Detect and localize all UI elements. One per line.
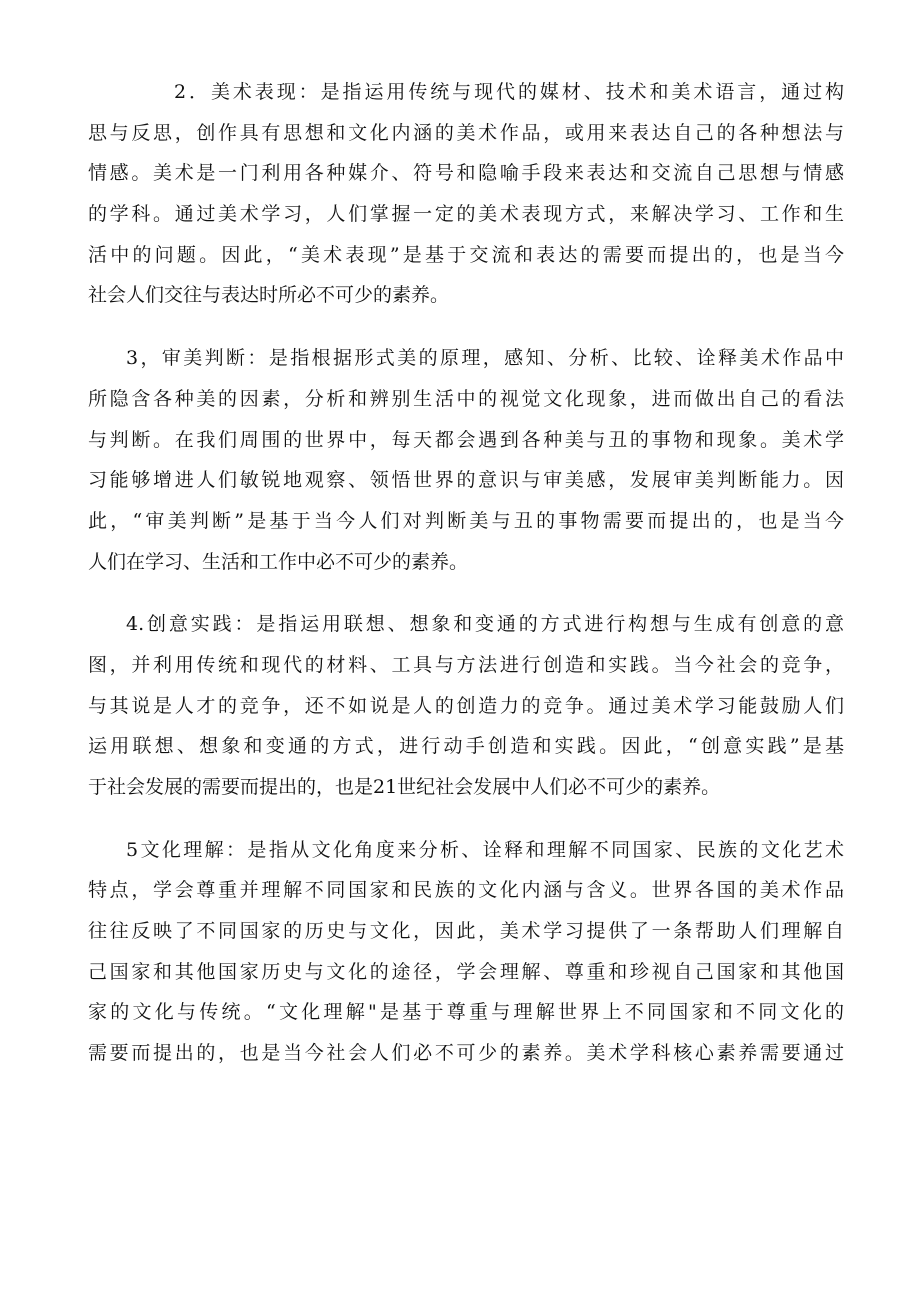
text-line: 社会人们交往与表达时所必不可少的素养。 bbox=[88, 284, 450, 307]
text-line: 需要而提出的，也是当今社会人们必不可少的素养。美术学科核心素养需要通过 bbox=[88, 1042, 844, 1065]
text-line: 特点，学会尊重并理解不同国家和民族的文化内涵与含义。世界各国的美术作品 bbox=[88, 879, 844, 902]
text-line: 人们在学习、生活和工作中必不可少的素养。 bbox=[88, 550, 469, 573]
text-line: 活中的问题。因此，“美术表现”是基于交流和表达的需要而提出的，也是当今 bbox=[88, 243, 844, 266]
paragraph-cultural-understanding bbox=[88, 830, 844, 1074]
text-line: 的学科。通过美术学习，人们掌握一定的美术表现方式，来解决学习、工作和生 bbox=[88, 203, 844, 226]
text-line: 与判断。在我们周围的世界中，每天都会遇到各种美与丑的事物和现象。美术学 bbox=[88, 428, 844, 451]
text-line: 此，“审美判断”是基于当今人们对判断美与丑的事物需要而提出的，也是当今 bbox=[88, 509, 844, 532]
text-line: 与其说是人才的竞争，还不如说是人的创造力的竞争。通过美术学习能鼓励人们 bbox=[88, 694, 844, 717]
text-line: 习能够增进人们敏锐地观察、领悟世界的意识与审美感，发展审美判断能力。因 bbox=[88, 469, 844, 492]
text-line: 图，并利用传统和现代的材料、工具与方法进行创造和实践。当今社会的竞争， bbox=[88, 653, 844, 676]
text-line: 往往反映了不同国家的历史与文化，因此，美术学习提供了一条帮助人们理解自 bbox=[88, 920, 844, 943]
text-line: 所隐含各种美的因素，分析和辨别生活中的视觉文化现象，进而做出自己的看法 bbox=[88, 387, 844, 410]
text-line: 运用联想、想象和变通的方式，进行动手创造和实践。因此，“创意实践”是基 bbox=[88, 735, 844, 758]
text-line: 2．美术表现：是指运用传统与现代的媒材、技术和美术语言，通过构 bbox=[174, 81, 844, 103]
text-line: 于社会发展的需要而提出的，也是21世纪社会发展中人们必不可少的素养。 bbox=[88, 776, 721, 798]
text-line: 4.创意实践：是指运用联想、想象和变通的方式进行构想与生成有创意的意 bbox=[126, 613, 844, 636]
text-line: 5文化理解：是指从文化角度来分析、诠释和理解不同国家、民族的文化艺术 bbox=[126, 838, 844, 861]
text-line: 情感。美术是一门利用各种媒介、符号和隐喻手段来表达和交流自己思想与情感 bbox=[88, 162, 844, 185]
paragraph-gap bbox=[88, 316, 844, 338]
paragraph-creative-practice bbox=[88, 604, 844, 807]
text-line: 思与反思，创作具有思想和文化内涵的美术作品，或用来表达自己的各种想法与 bbox=[88, 121, 844, 144]
paragraph-gap bbox=[88, 582, 844, 604]
paragraph-art-expression bbox=[88, 72, 844, 316]
paragraph-aesthetic-judgment bbox=[88, 338, 844, 582]
paragraph-gap bbox=[88, 808, 844, 830]
text-line: 己国家和其他国家历史与文化的途径，学会理解、尊重和珍视自己国家和其他国 bbox=[88, 960, 844, 983]
document-body bbox=[88, 72, 844, 1074]
text-line: 家的文化与传统。“文化理解"是基于尊重与理解世界上不同国家和不同文化的 bbox=[88, 1001, 844, 1024]
text-line: 3，审美判断：是指根据形式美的原理，感知、分析、比较、诠释美术作品中 bbox=[126, 347, 844, 370]
